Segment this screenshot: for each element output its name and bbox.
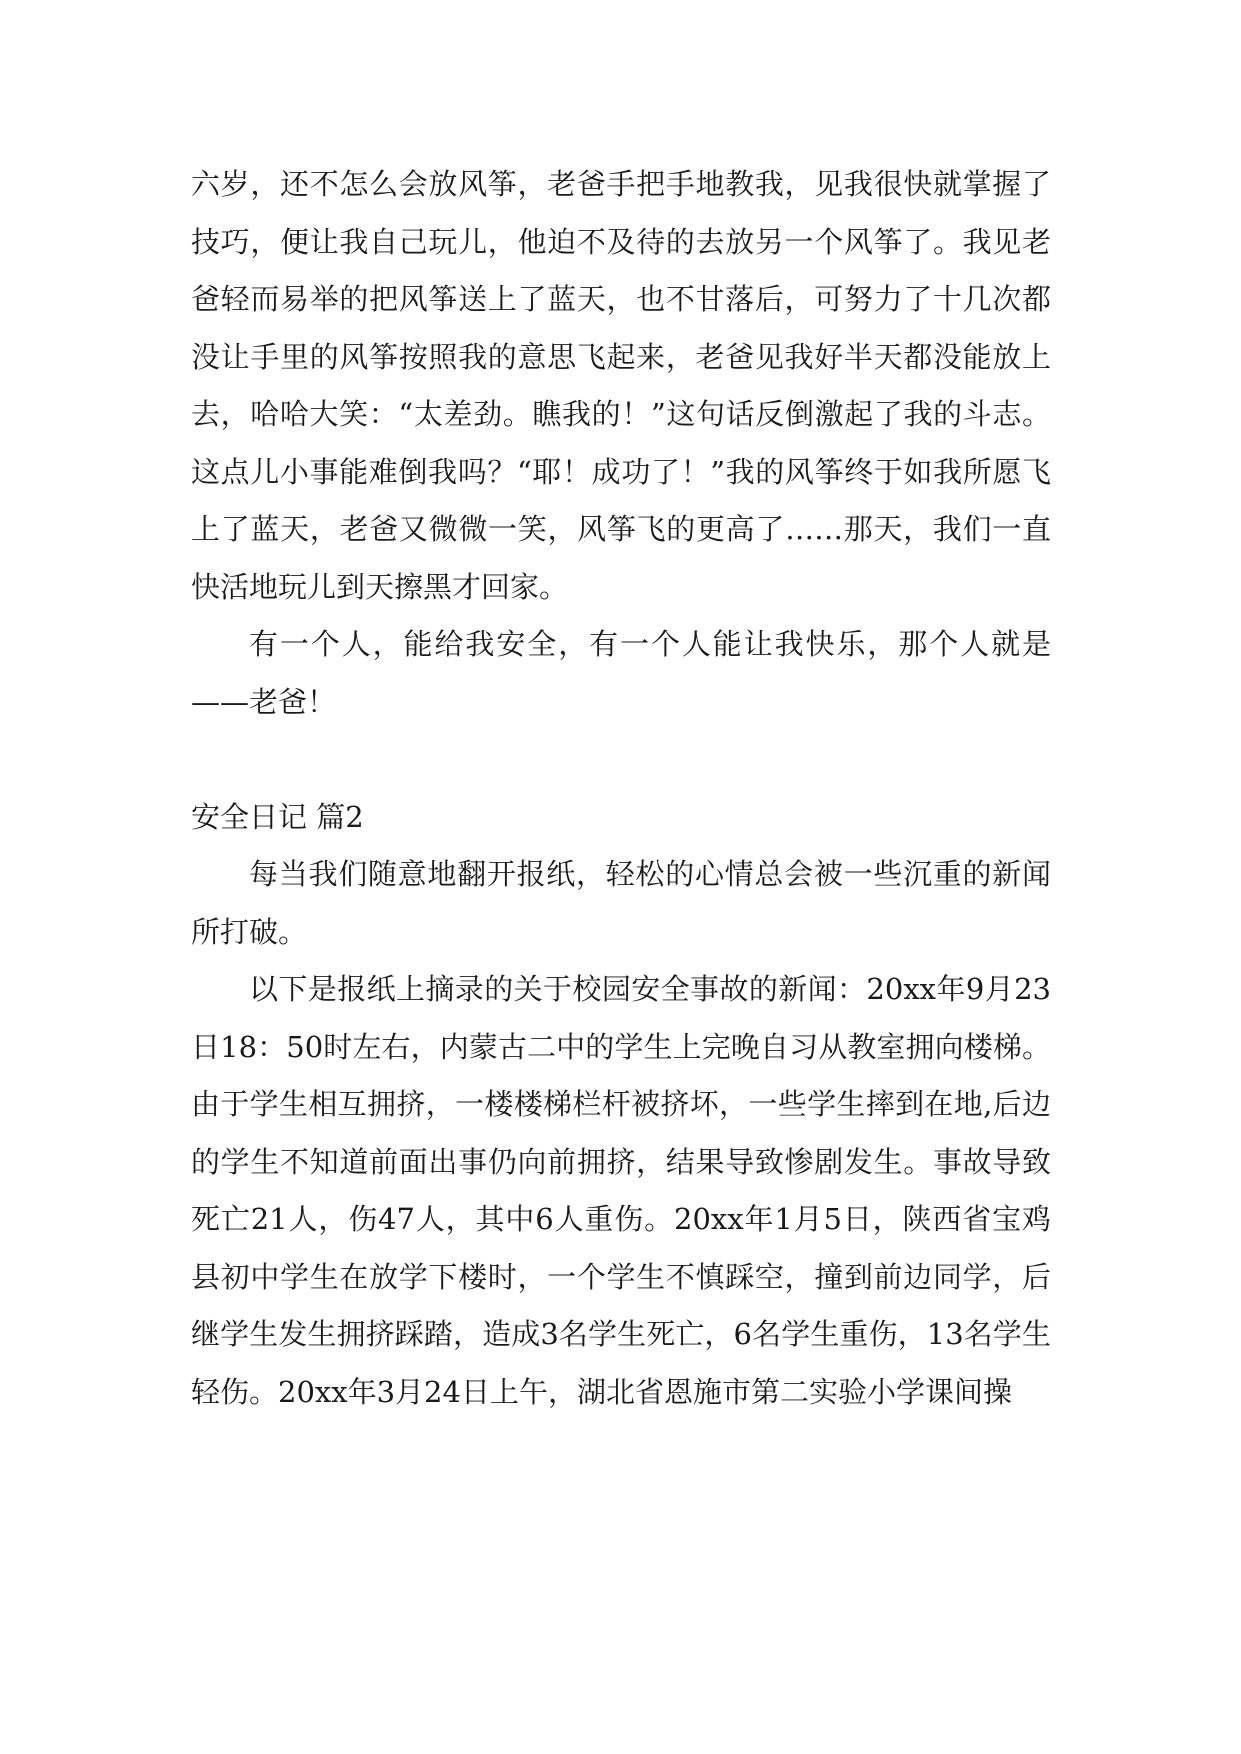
paragraph-newspaper-intro: 每当我们随意地翻开报纸，轻松的心情总会被一些沉重的新闻所打破。 <box>191 857 1051 949</box>
section-spacer <box>191 731 1051 789</box>
paragraph-kite-story: 六岁，还不怎么会放风筝，老爸手把手地教我，见我很快就掌握了技巧，便让我自己玩儿，他迫不及待的去放另一个风筝了。我见老爸轻而易举的把风筝送上了蓝天，也不甘落后，可努力了十几次都没让手里的风筝按照我的意思飞起来，老爸见我好半天都没能放上去，哈哈大笑：“太差劲。瞧我的！”这句话反倒激起了我的斗志。这点儿小事能难倒我吗？“耶！成功了！”我的风筝终于如我所愿飞上了蓝天，老爸又微微一笑，风筝飞的更高了……那天，我们一直快活地玩儿到天擦黑才回家。 <box>191 167 1051 604</box>
paragraph-dad-conclusion: 有一个人，能给我安全，有一个人能让我快乐，那个人就是——老爸！ <box>191 627 1051 719</box>
paragraph-accident-news: 以下是报纸上摘录的关于校园安全事故的新闻：20xx年9月23日18：50时左右，内蒙古二中的学生上完晚自习从教室拥向楼梯。由于学生相互拥挤，一楼楼梯栏杆被挤坏，一些学生摔到在地,后边的学生不知道前面出事仍向前拥挤，结果导致惨剧发生。事故导致死亡21人，伤47人，其中6人重伤。20xx年1月5日，陕西省宝鸡县初中学生在放学下楼时，一个学生不慎踩空，撞到前边同学，后继学生发生拥挤踩踏，造成3名学生死亡，6名学生重伤，13名学生轻伤。20xx年3月24日上午，湖北省恩施市第二实验小学课间操 <box>191 972 1051 1409</box>
document-body <box>191 156 1051 1421</box>
section-title: 安全日记 篇2 <box>191 799 364 834</box>
